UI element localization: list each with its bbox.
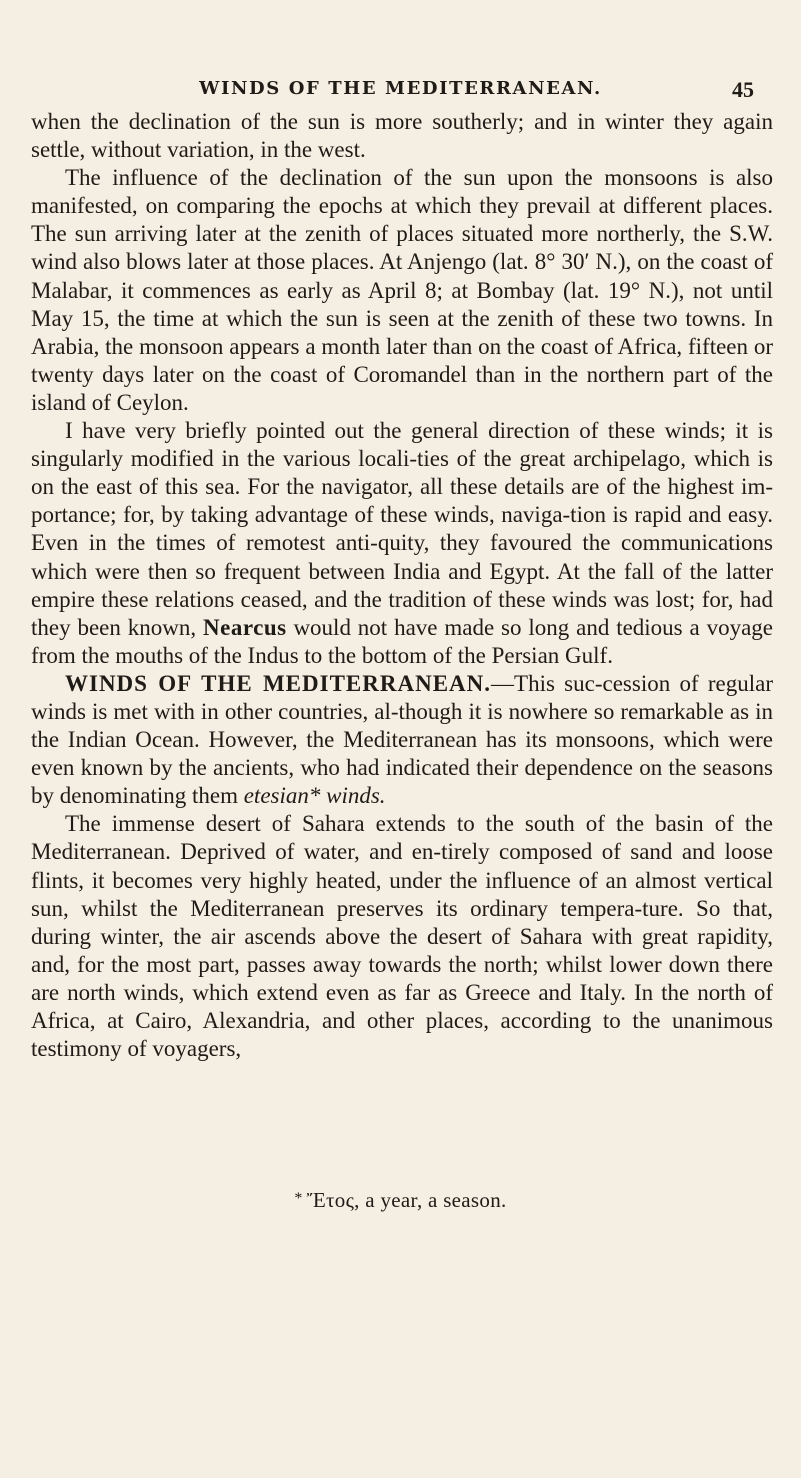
paragraph-5: The immense desert of Sahara extends to the south of the basin of the Mediterranean. Deprived of water, and en-tirely composed of sand and loose flints, it becomes very highly heated, under the influence of an almost vertical sun, whilst the Mediterranean preserves its ordinary tempera-ture. So that, during winter, the air ascends above the desert of Sahara with great rapidity, and, for the most part, passes away towards the north; whilst lower down there are north winds, which extend even as far as Greece and Italy. In the north of Africa, at Cairo, Alexandria, and other places, according to the unanimous testimony of voyagers,	[31, 811, 773, 1062]
paragraph-4	[31, 670, 773, 810]
paragraph-3	[31, 417, 773, 670]
running-head	[0, 78, 801, 108]
paragraph-2: The influence of the declination of the sun upon the monsoons is also manifested, on comparing the epochs at which they prevail at different places. The sun arriving later at the zenith of places situated more northerly, the S.W. wind also blows later at those places. At Anjengo (lat. 8° 30′ N.), on the coast of Malabar, it commences as early as April 8; at Bombay (lat. 19° N.), not until May 15, the time at which the sun is seen at the zenith of these two towns. In Arabia, the monsoon appears a month later than on the coast of Africa, fifteen or twenty days later on the coast of Coromandel than in the northern part of the island of Ceylon.	[31, 165, 773, 415]
section-heading: WINDS OF THE MEDITERRANEAN.	[65, 670, 492, 696]
footnote-text: Ἔτος, a year, a season.	[306, 1188, 507, 1212]
body-text	[31, 108, 773, 1063]
person-name-nearcus: Nearcus	[203, 614, 287, 640]
paragraph-1: when the declination of the sun is more southerly; and in winter they again settle, without variation, in the west.	[31, 109, 773, 163]
etesian-winds-italic: etesian* winds.	[243, 783, 386, 809]
running-title: WINDS OF THE MEDITERRANEAN.	[199, 78, 602, 99]
footnote	[0, 1188, 801, 1213]
paragraph-3-text-a: I have very briefly pointed out the general direction of these winds; it is singularly modified in the various locali-ties of the great archipelago, which is on the east of this sea. For the navigator, all these details are of the highest im-portance; for, by taking advantage of these winds, naviga-tion is rapid and easy. Even in the times of remotest anti-quity, they favoured the communications which were then so frequent between India and Egypt. At the fall of the latter empire these relations ceased, and the tradition of these winds was lost; for, had they been known,	[31, 418, 773, 640]
page-number: 45	[732, 77, 754, 102]
paragraph-3-text-b: would not have made so long and tedious a voyage from the mouths of the Indus to the bottom of the Persian Gulf.	[31, 614, 773, 668]
footnote-marker: *	[294, 1190, 303, 1207]
paragraph-4-text: —This suc-cession of regular winds is met with in other countries, al-though it is nowhere so remarkable as in the Indian Ocean. However, the Mediterranean has its monsoons, which were even known by the ancients, who had indicated their dependence on the seasons by denominating them	[31, 670, 774, 809]
